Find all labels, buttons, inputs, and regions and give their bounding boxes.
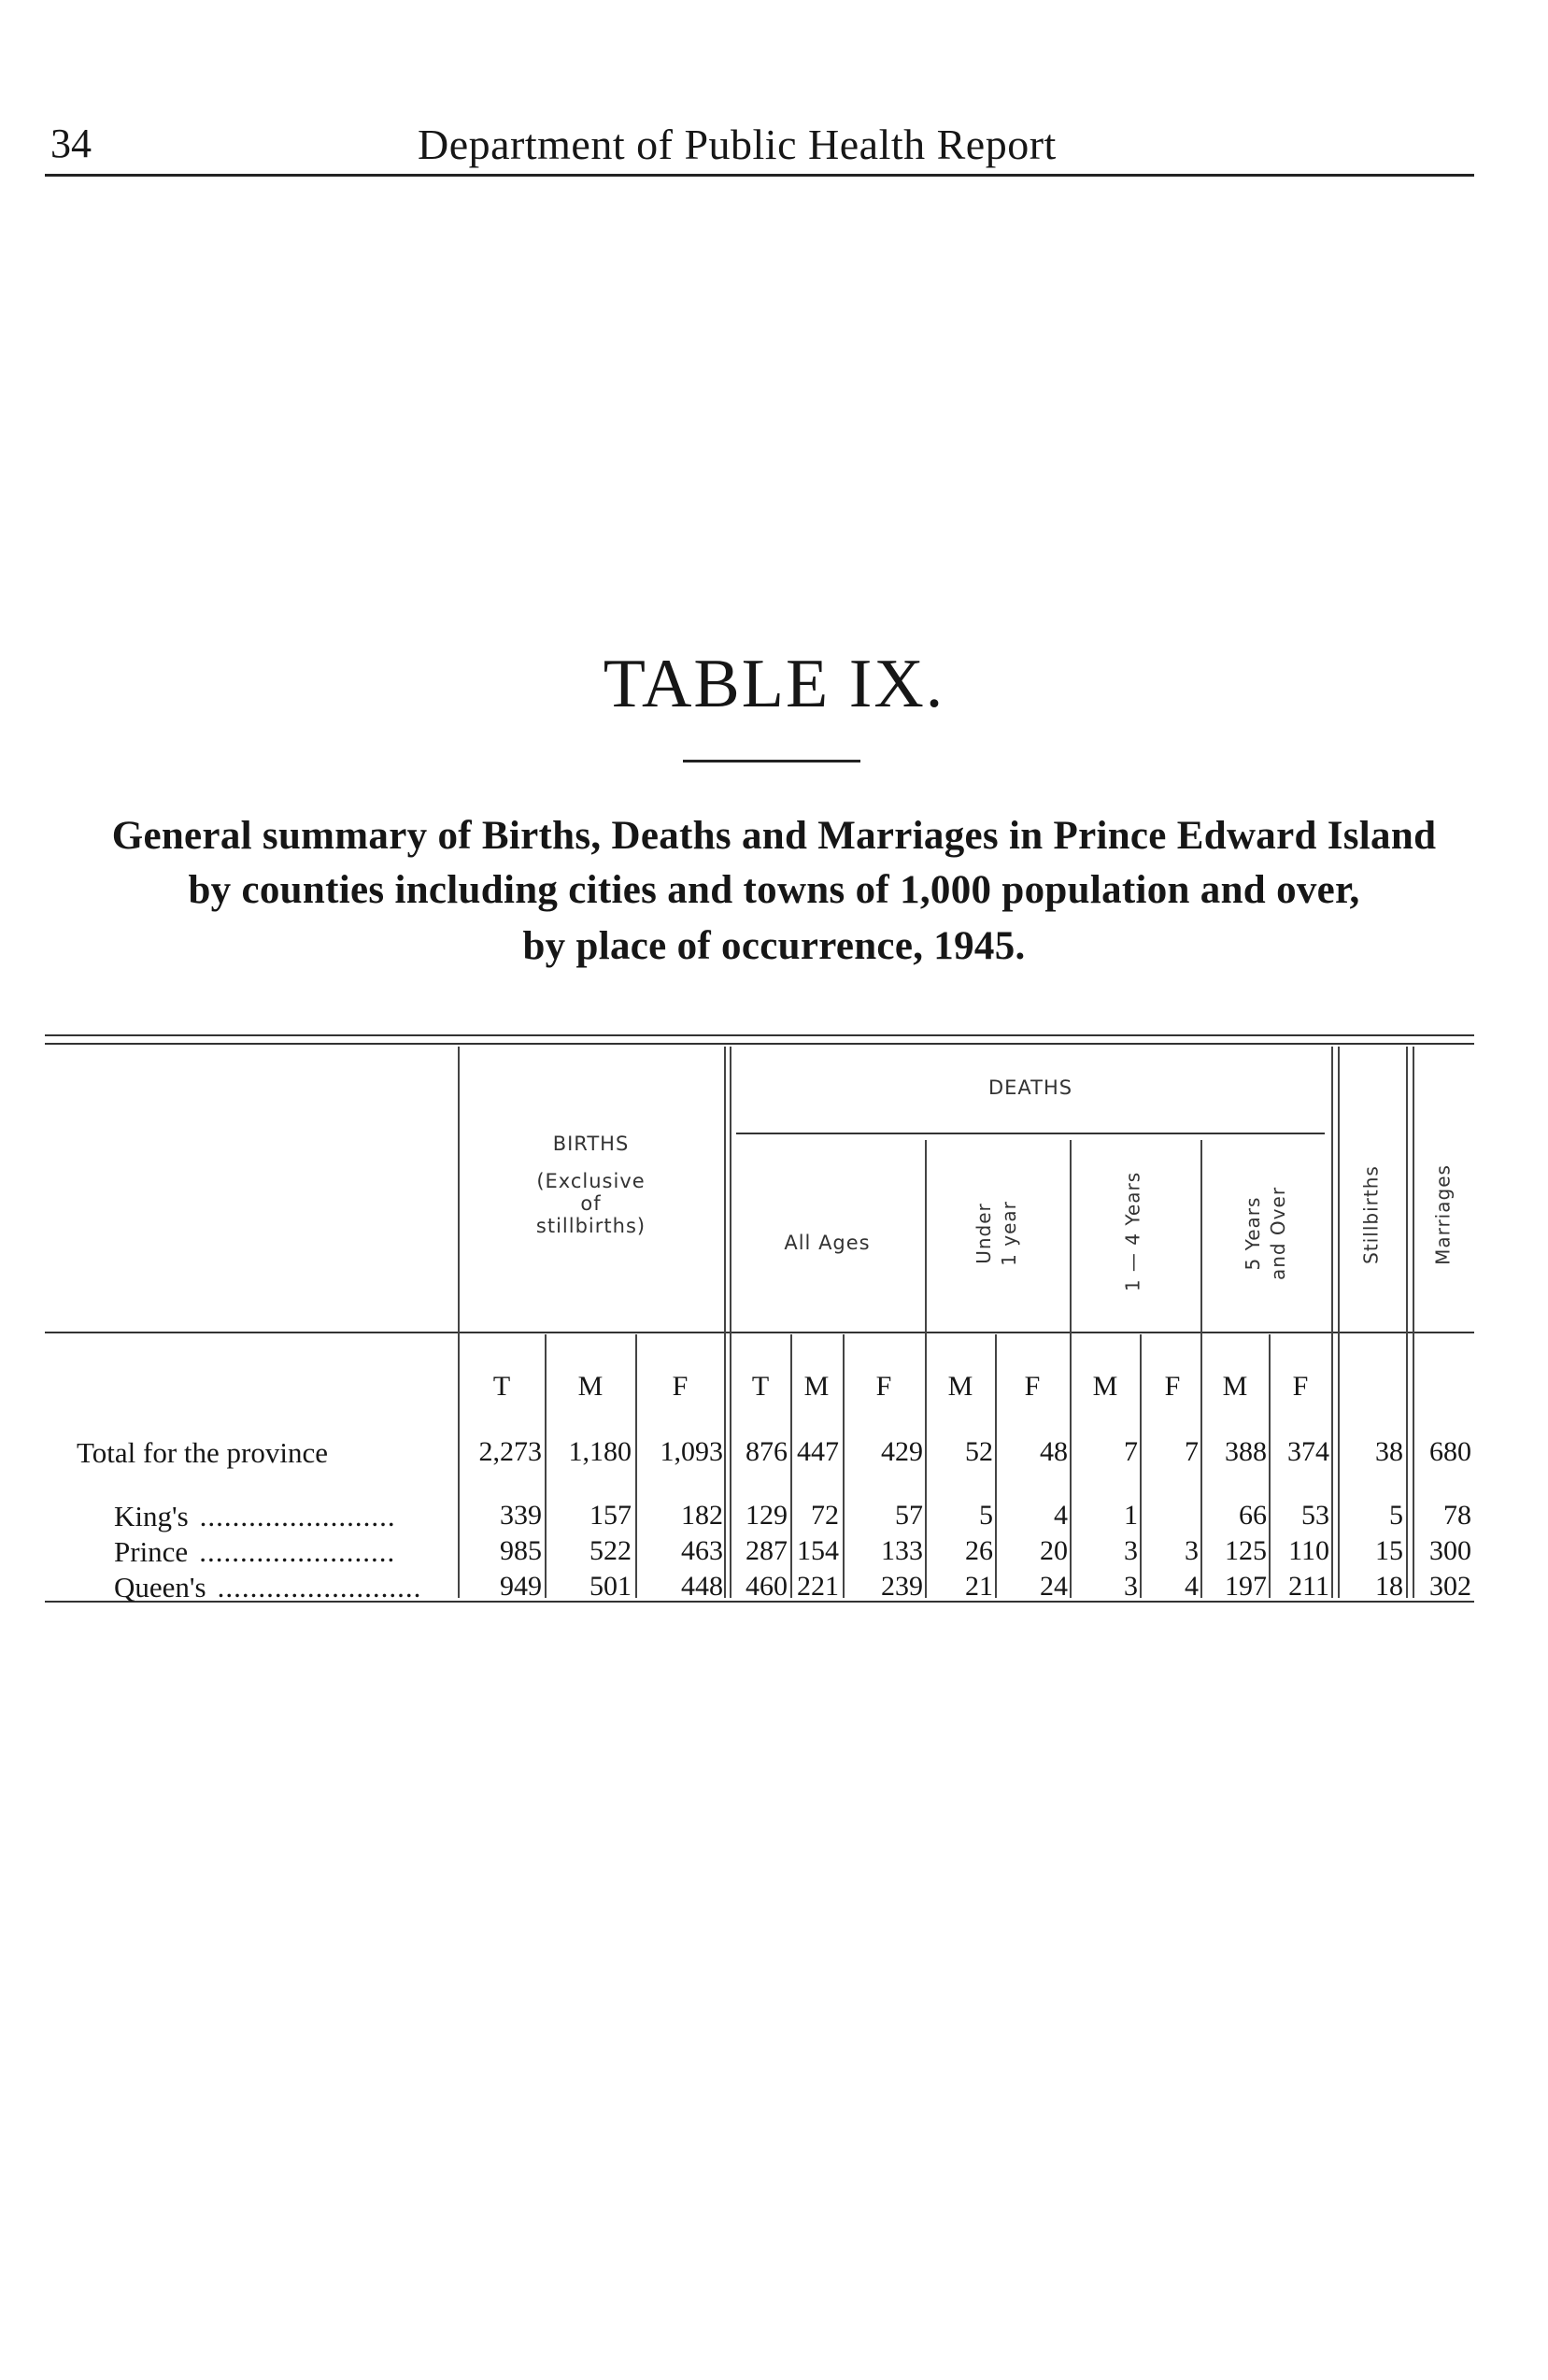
row-label: [114, 1535, 395, 1569]
marriages-header: Marriages: [1431, 1164, 1455, 1265]
cell-5over-female: 110: [1288, 1535, 1329, 1566]
cell-deaths-male: 72: [811, 1500, 839, 1531]
cell-stillbirths: 38: [1375, 1436, 1403, 1467]
cell-1to4-male: 7: [1124, 1436, 1138, 1467]
sub-header-births-male: M: [577, 1371, 604, 1402]
births-header-line: (Exclusive: [536, 1170, 646, 1192]
cell-under1-female: 48: [1040, 1436, 1068, 1467]
cell-5over-female: 374: [1287, 1436, 1329, 1467]
table-caption-line: by place of occurrence, 1945.: [522, 924, 1026, 968]
running-head: Department of Public Health Report: [418, 121, 1057, 168]
page-number: 34: [50, 121, 92, 166]
row-label: [77, 1436, 328, 1470]
five-years-over-header: [1241, 1187, 1291, 1280]
sub-header-births-total: T: [492, 1371, 511, 1402]
sub-header-1to4-male: M: [1092, 1371, 1118, 1402]
sub-header-5over-male: M: [1222, 1371, 1248, 1402]
leader-dots: .........................: [217, 1571, 422, 1603]
cell-under1-male: 52: [965, 1436, 993, 1467]
cell-births-total: 2,273: [478, 1436, 542, 1467]
cell-1to4-male: 3: [1124, 1535, 1138, 1566]
sub-header-deaths-male: M: [803, 1371, 830, 1402]
cell-births-total: 339: [500, 1500, 542, 1531]
stillbirths-header: Stillbirths: [1359, 1165, 1383, 1264]
births-header-line: BIRTHS: [552, 1133, 630, 1155]
cell-births-male: 157: [589, 1500, 632, 1531]
births-header: [458, 1133, 724, 1237]
header-rule: [45, 174, 1474, 177]
cell-marriages: 300: [1429, 1535, 1471, 1566]
table-caption-line: General summary of Births, Deaths and Marriages in Prince Edward Island: [111, 814, 1437, 858]
cell-marriages: 680: [1429, 1436, 1471, 1467]
row-label: [114, 1571, 421, 1604]
sub-header-deaths-female: F: [875, 1371, 892, 1402]
table-title: TABLE IX.: [603, 646, 945, 722]
cell-1to4-female: 7: [1185, 1436, 1199, 1467]
cell-deaths-total: 460: [746, 1571, 788, 1602]
row-label-text: Total for the province: [77, 1436, 328, 1469]
sub-header-under1-male: M: [947, 1371, 973, 1402]
row-label: [114, 1500, 396, 1533]
sub-header-births-female: F: [672, 1371, 689, 1402]
cell-under1-male: 21: [965, 1571, 993, 1602]
cell-births-female: 1,093: [660, 1436, 723, 1467]
cell-1to4-female: 4: [1185, 1571, 1199, 1602]
table-top-rule: [45, 1034, 1474, 1036]
all-ages-header: All Ages: [784, 1232, 871, 1254]
deaths-rule: [736, 1133, 1325, 1134]
cell-deaths-total: 876: [746, 1436, 788, 1467]
cell-births-female: 448: [681, 1571, 723, 1602]
sub-header-5over-female: F: [1292, 1371, 1309, 1402]
sub-header-1to4-female: F: [1164, 1371, 1181, 1402]
title-rule: [683, 760, 860, 762]
cell-births-female: 463: [681, 1535, 723, 1566]
cell-deaths-female: 239: [881, 1571, 923, 1602]
leader-dots: ........................: [199, 1500, 396, 1532]
cell-deaths-total: 129: [746, 1500, 788, 1531]
cell-under1-female: 20: [1040, 1535, 1068, 1566]
under-1-year-header: [972, 1201, 1022, 1266]
cell-marriages: 78: [1443, 1500, 1471, 1531]
five-years-over-header-line: and Over: [1267, 1186, 1289, 1281]
cell-stillbirths: 15: [1375, 1535, 1403, 1566]
cell-under1-female: 4: [1054, 1500, 1068, 1531]
cell-deaths-female: 429: [881, 1436, 923, 1467]
header-bottom-rule: [45, 1332, 1474, 1333]
leader-dots: ........................: [199, 1535, 396, 1568]
cell-5over-male: 66: [1239, 1500, 1267, 1531]
cell-births-male: 501: [589, 1571, 632, 1602]
cell-stillbirths: 5: [1389, 1500, 1403, 1531]
cell-5over-female: 211: [1288, 1571, 1329, 1602]
cell-under1-male: 5: [979, 1500, 993, 1531]
cell-births-female: 182: [681, 1500, 723, 1531]
cell-stillbirths: 18: [1375, 1571, 1403, 1602]
cell-under1-male: 26: [965, 1535, 993, 1566]
table-top-rule: [45, 1043, 1474, 1045]
cell-deaths-female: 133: [881, 1535, 923, 1566]
five-years-over-header-line: 5 Years: [1242, 1196, 1264, 1271]
cell-births-total: 985: [500, 1535, 542, 1566]
row-label-text: Queen's: [114, 1571, 206, 1603]
under-1-year-header-line: 1 year: [998, 1201, 1020, 1266]
births-header-line: of: [580, 1192, 602, 1215]
under-1-year-header-line: Under: [973, 1203, 995, 1264]
cell-births-male: 522: [589, 1535, 632, 1566]
cell-5over-male: 197: [1225, 1571, 1267, 1602]
one-to-four-years-header: 1 — 4 Years: [1121, 1171, 1144, 1292]
cell-5over-male: 125: [1225, 1535, 1267, 1566]
table-caption-line: by counties including cities and towns of 1,000 population and over,: [188, 868, 1360, 912]
cell-5over-male: 388: [1225, 1436, 1267, 1467]
cell-5over-female: 53: [1301, 1500, 1329, 1531]
cell-births-male: 1,180: [568, 1436, 632, 1467]
cell-1to4-male: 1: [1124, 1500, 1138, 1531]
deaths-header: DEATHS: [987, 1076, 1073, 1099]
sub-header-deaths-total: T: [751, 1371, 770, 1402]
cell-deaths-total: 287: [746, 1535, 788, 1566]
sub-header-under1-female: F: [1024, 1371, 1041, 1402]
cell-marriages: 302: [1429, 1571, 1471, 1602]
cell-deaths-male: 154: [797, 1535, 839, 1566]
cell-deaths-male: 447: [797, 1436, 839, 1467]
cell-1to4-female: 3: [1185, 1535, 1199, 1566]
cell-deaths-male: 221: [797, 1571, 839, 1602]
cell-births-total: 949: [500, 1571, 542, 1602]
cell-1to4-male: 3: [1124, 1571, 1138, 1602]
cell-deaths-female: 57: [895, 1500, 923, 1531]
row-label-text: Prince: [114, 1535, 189, 1568]
births-header-line: stillbirths): [535, 1215, 646, 1237]
cell-under1-female: 24: [1040, 1571, 1068, 1602]
row-label-text: King's: [114, 1500, 189, 1532]
